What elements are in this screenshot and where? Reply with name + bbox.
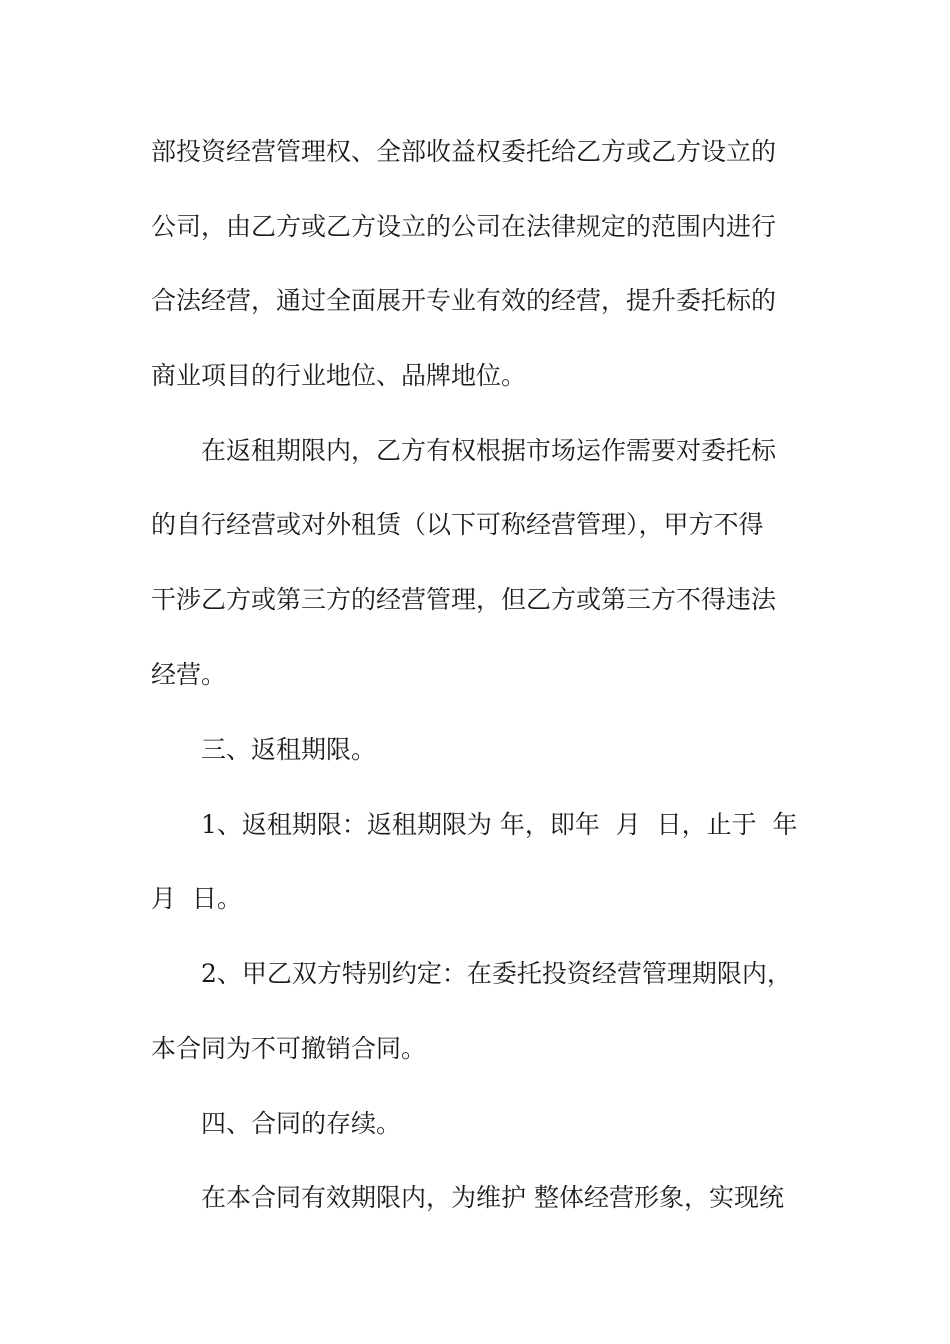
text-line: 公司，由乙方或乙方设立的公司在法律规定的范围内进行 [151,212,777,241]
text-line: 在本合同有效期限内，为维护 整体经营形象，实现统 [201,1183,784,1212]
text-line: 商业项目的行业地位、品牌地位。 [151,361,527,390]
text-line: 部投资经营管理权、全部收益权委托给乙方或乙方设立的 [151,137,777,166]
text-line: 的自行经营或对外租赁（以下可称经营管理），甲方不得 [151,510,764,539]
text-line: 合法经营，通过全面展开专业有效的经营，提升委托标的 [151,286,777,315]
text-line: 经营。 [151,660,227,689]
text-line: 本合同为不可撤销合同。 [151,1034,427,1063]
text-line: 月 日。 [151,884,242,913]
text-line: 干涉乙方或第三方的经营管理，但乙方或第三方不得违法 [151,585,777,614]
section-heading: 三、返租期限。 [201,735,377,764]
section-heading: 四、合同的存续。 [201,1109,402,1138]
text-line: 1、返租期限：返租期限为 年，即年 月 日，止于 年 [201,810,798,839]
text-line: 2、甲乙双方特别约定：在委托投资经营管理期限内， [201,959,792,988]
text-line: 在返租期限内，乙方有权根据市场运作需要对委托标 [201,436,777,465]
